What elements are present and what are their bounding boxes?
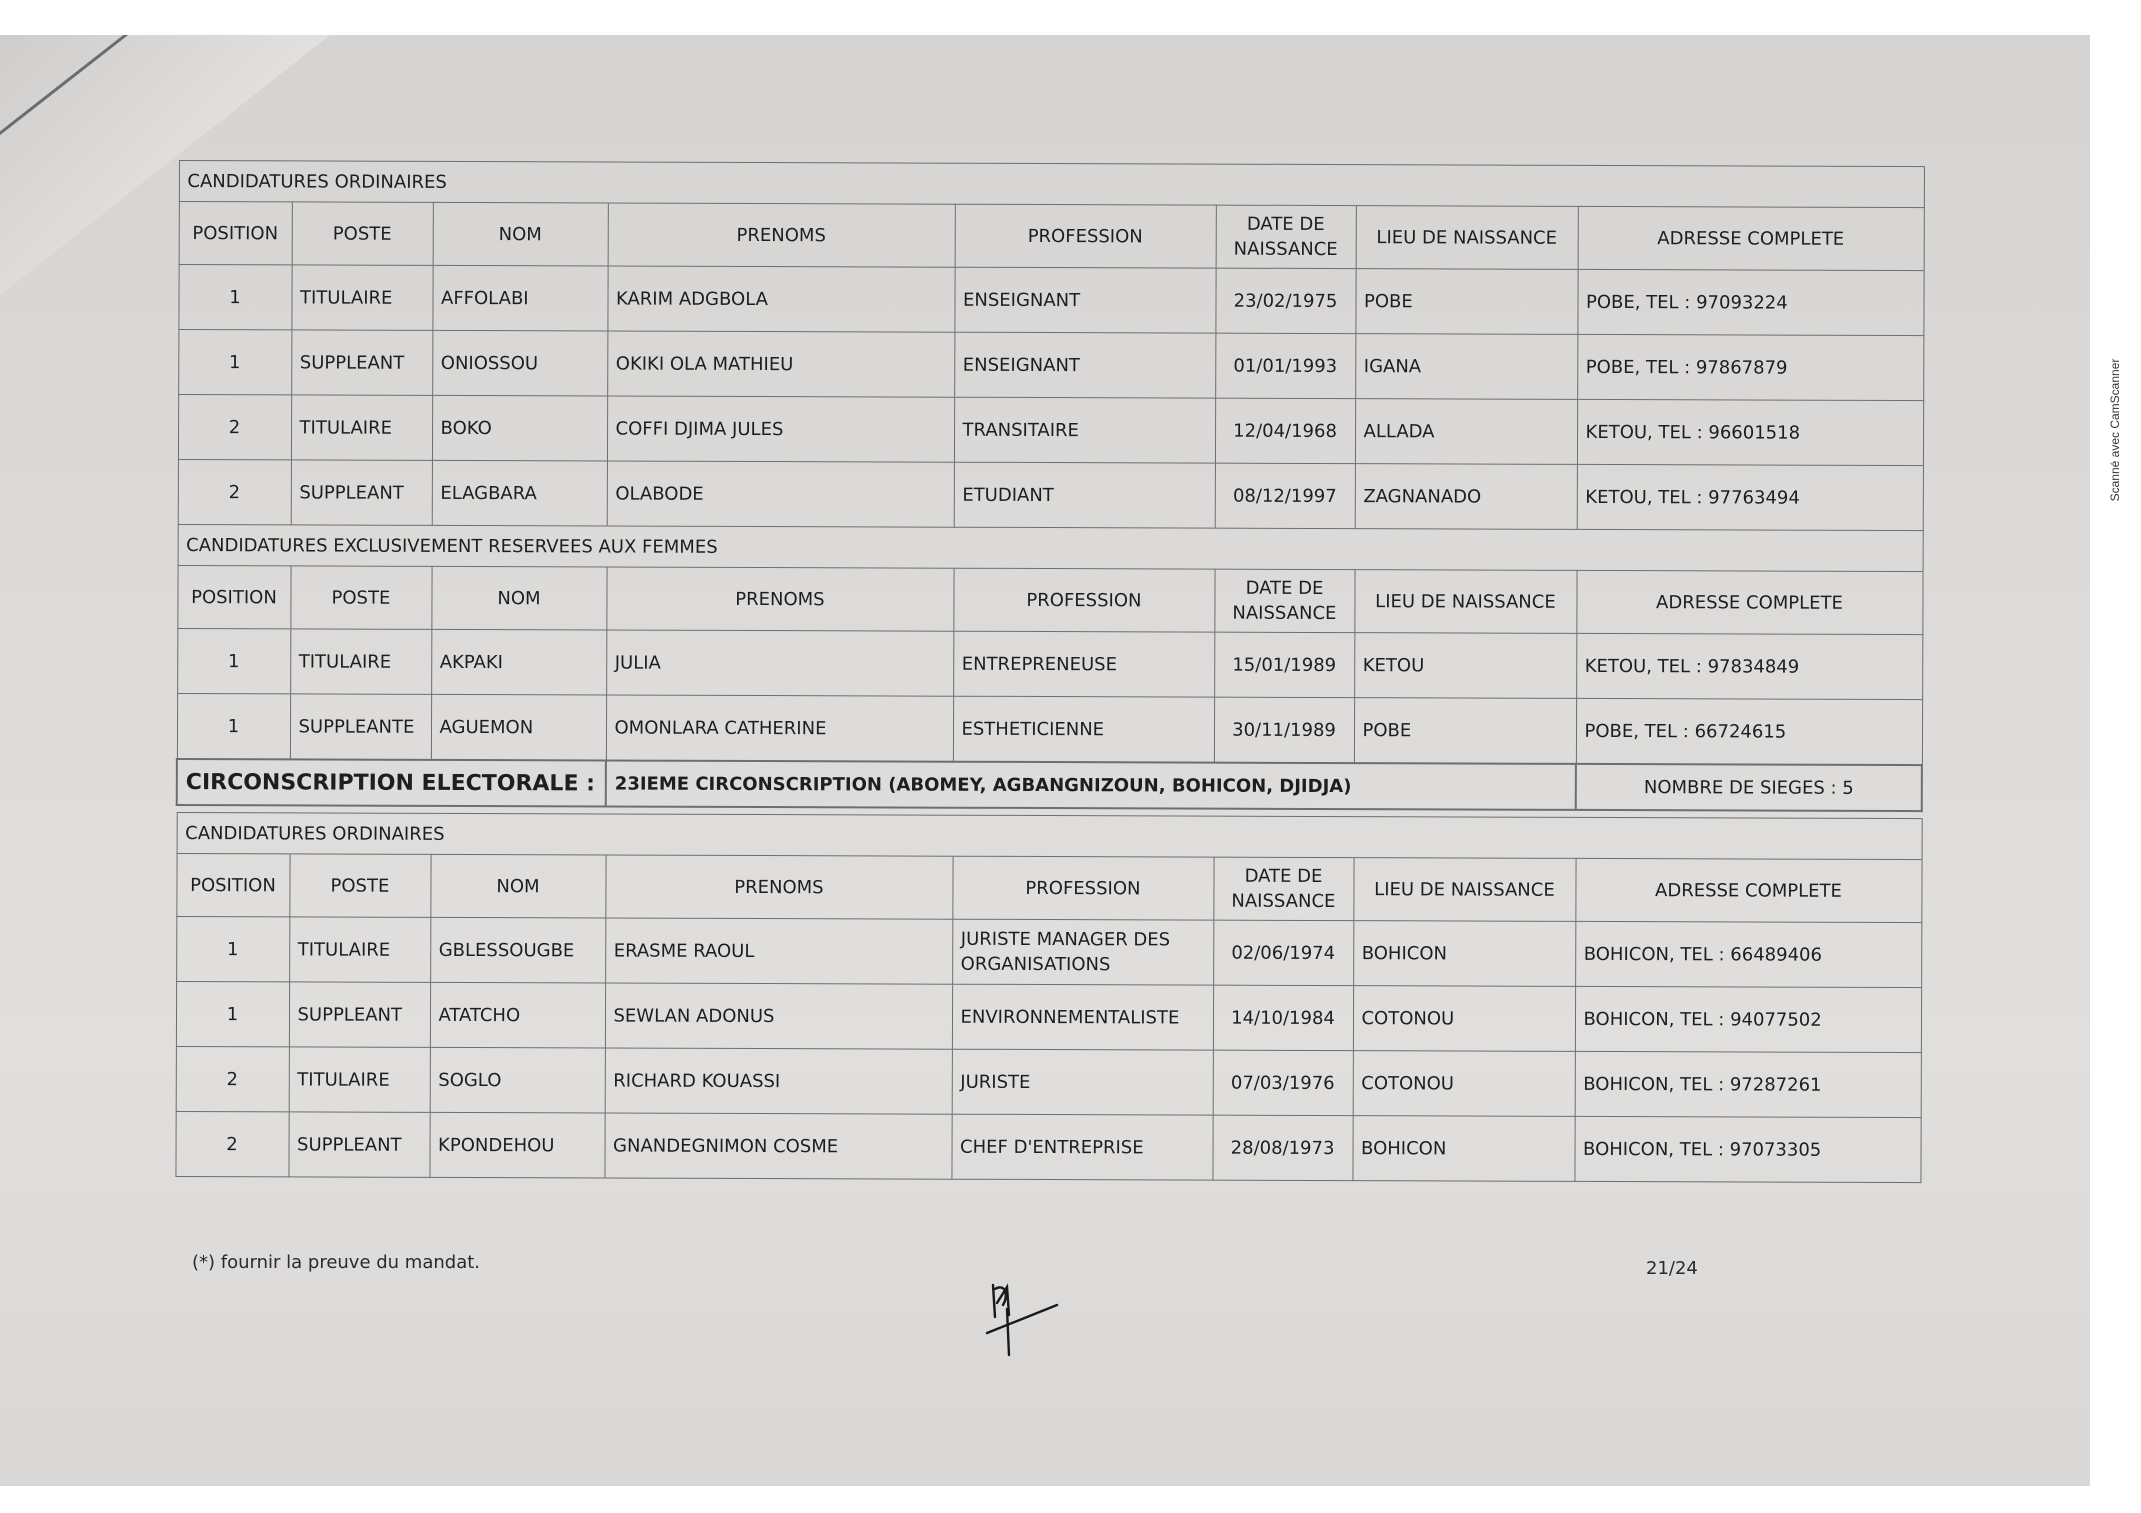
candidate-row	[178, 395, 1923, 466]
cell-position: 2	[178, 460, 291, 525]
cell-profession: CHEF D'ENTREPRISE	[951, 1114, 1212, 1180]
cell-date-naissance: 12/04/1968	[1215, 398, 1355, 463]
section-title: CANDIDATURES ORDINAIRES	[177, 812, 1922, 859]
cell-nom: AKPAKI	[431, 629, 606, 695]
seats-count: NOMBRE DE SIEGES : 5	[1576, 764, 1922, 811]
candidates-document	[174, 160, 1923, 1183]
header-date-naissance: DATE DE NAISSANCE	[1216, 205, 1356, 268]
cell-adresse: KETOU, TEL : 97834849	[1576, 633, 1922, 699]
cell-poste: SUPPLEANT	[288, 1112, 429, 1177]
cell-lieu-naissance: BOHICON	[1353, 921, 1575, 987]
cell-profession: ESTHETICIENNE	[953, 696, 1214, 762]
cell-adresse: KETOU, TEL : 96601518	[1577, 399, 1923, 465]
cell-position: 2	[175, 1111, 288, 1176]
cell-lieu-naissance: IGANA	[1355, 334, 1577, 400]
cell-lieu-naissance: ZAGNANADO	[1355, 464, 1577, 530]
cell-nom: KPONDEHOU	[429, 1112, 604, 1178]
header-poste: POSTE	[289, 854, 430, 917]
section-title: CANDIDATURES EXCLUSIVEMENT RESERVEES AUX FEMMES	[178, 525, 1923, 572]
header-adresse: ADRESSE COMPLETE	[1578, 206, 1924, 270]
cell-adresse: BOHICON, TEL : 66489406	[1575, 921, 1921, 987]
cell-adresse: BOHICON, TEL : 97073305	[1574, 1116, 1920, 1182]
cell-position: 2	[176, 1046, 289, 1111]
header-adresse: ADRESSE COMPLETE	[1576, 570, 1922, 634]
handwritten-initials-signature	[985, 1275, 1060, 1360]
cell-position: 1	[176, 916, 289, 981]
circonscription-value: 23IEME CIRCONSCRIPTION (ABOMEY, AGBANGNIZOUN, BOHICON, DJIDJA)	[606, 760, 1576, 809]
column-header-row	[179, 202, 1924, 271]
column-header-row	[176, 853, 1921, 922]
cell-date-naissance: 02/06/1974	[1213, 920, 1353, 985]
cell-poste: SUPPLEANT	[291, 460, 432, 525]
cell-nom: ONIOSSOU	[432, 330, 607, 396]
cell-position: 1	[177, 694, 290, 760]
cell-lieu-naissance: COTONOU	[1353, 986, 1575, 1052]
candidate-row	[176, 1046, 1921, 1117]
cell-adresse: KETOU, TEL : 97763494	[1577, 464, 1923, 530]
cell-profession: ENVIRONNEMENTALISTE	[952, 984, 1213, 1050]
header-prenoms: PRENOMS	[606, 567, 953, 631]
header-lieu-naissance: LIEU DE NAISSANCE	[1354, 570, 1576, 634]
cell-adresse: BOHICON, TEL : 97287261	[1575, 1051, 1921, 1117]
header-date-naissance: DATE DE NAISSANCE	[1213, 857, 1353, 920]
cell-poste: SUPPLEANTE	[290, 694, 431, 760]
cell-date-naissance: 14/10/1984	[1213, 985, 1353, 1050]
candidate-row	[178, 265, 1923, 336]
cell-nom: ELAGBARA	[432, 460, 607, 526]
cell-nom: GBLESSOUGBE	[430, 917, 605, 983]
header-adresse: ADRESSE COMPLETE	[1575, 858, 1921, 922]
cell-lieu-naissance: POBE	[1354, 698, 1576, 764]
cell-prenoms: JULIA	[606, 630, 953, 696]
cell-prenoms: COFFI DJIMA JULES	[607, 396, 954, 462]
cell-poste: SUPPLEANT	[289, 982, 430, 1047]
cell-prenoms: GNANDEGNIMON COSME	[604, 1113, 951, 1179]
circonscription-row	[177, 759, 1922, 811]
camscanner-watermark: Scanné avec CamScanner	[2108, 358, 2122, 502]
section-ordinary-2	[177, 812, 1922, 859]
candidate-row	[177, 629, 1922, 700]
cell-prenoms: OLABODE	[607, 461, 954, 527]
cell-date-naissance: 28/08/1973	[1212, 1115, 1352, 1180]
cell-position: 1	[178, 265, 291, 330]
cell-nom: AGUEMON	[431, 694, 606, 760]
cell-profession: TRANSITAIRE	[954, 397, 1215, 463]
candidate-row	[175, 1111, 1920, 1182]
candidate-row	[177, 694, 1922, 766]
cell-date-naissance: 23/02/1975	[1215, 268, 1355, 333]
cell-prenoms: SEWLAN ADONUS	[605, 983, 952, 1049]
cell-poste: TITULAIRE	[289, 1047, 430, 1112]
circonscription-label: CIRCONSCRIPTION ELECTORALE :	[177, 759, 606, 806]
cell-poste: SUPPLEANT	[291, 330, 432, 395]
cell-adresse: POBE, TEL : 97093224	[1577, 269, 1923, 335]
header-poste: POSTE	[290, 566, 431, 629]
cell-nom: BOKO	[432, 395, 607, 461]
header-poste: POSTE	[292, 202, 433, 265]
cell-prenoms: ERASME RAOUL	[605, 918, 952, 984]
cell-profession: ENSEIGNANT	[954, 332, 1215, 398]
cell-profession: JURISTE MANAGER DES ORGANISATIONS	[952, 919, 1213, 985]
cell-nom: SOGLO	[430, 1047, 605, 1113]
cell-prenoms: OMONLARA CATHERINE	[606, 695, 953, 762]
section-women-1	[178, 525, 1923, 572]
header-prenoms: PRENOMS	[608, 203, 955, 267]
cell-profession: ENTREPRENEUSE	[953, 631, 1214, 697]
cell-lieu-naissance: COTONOU	[1353, 1051, 1575, 1117]
header-profession: PROFESSION	[952, 856, 1213, 920]
cell-lieu-naissance: ALLADA	[1355, 399, 1577, 465]
cell-date-naissance: 30/11/1989	[1214, 697, 1354, 763]
cell-adresse: POBE, TEL : 97867879	[1577, 334, 1923, 400]
header-lieu-naissance: LIEU DE NAISSANCE	[1353, 858, 1575, 922]
cell-nom: ATATCHO	[430, 982, 605, 1048]
cell-poste: TITULAIRE	[290, 629, 431, 694]
cell-poste: TITULAIRE	[289, 917, 430, 982]
header-prenoms: PRENOMS	[605, 855, 952, 919]
cell-prenoms: OKIKI OLA MATHIEU	[607, 331, 954, 397]
cell-position: 2	[178, 395, 291, 460]
header-profession: PROFESSION	[955, 204, 1216, 268]
header-position: POSITION	[176, 853, 289, 916]
cell-adresse: BOHICON, TEL : 94077502	[1575, 986, 1921, 1052]
cell-lieu-naissance: KETOU	[1354, 633, 1576, 699]
candidate-row	[178, 460, 1923, 531]
header-nom: NOM	[430, 854, 605, 918]
section-title: CANDIDATURES ORDINAIRES	[179, 161, 1924, 208]
header-position: POSITION	[179, 202, 292, 265]
cell-date-naissance: 08/12/1997	[1215, 463, 1355, 528]
section-ordinary-1	[179, 161, 1924, 208]
cell-prenoms: KARIM ADGBOLA	[607, 266, 954, 332]
candidate-row	[176, 916, 1921, 987]
header-profession: PROFESSION	[953, 568, 1214, 632]
cell-lieu-naissance: POBE	[1355, 269, 1577, 335]
cell-profession: ETUDIANT	[954, 462, 1215, 528]
candidate-row	[178, 330, 1923, 401]
candidates-table	[174, 160, 1925, 1183]
cell-adresse: POBE, TEL : 66724615	[1576, 698, 1922, 765]
footnote: (*) fournir la preuve du mandat.	[192, 1252, 481, 1273]
cell-poste: TITULAIRE	[291, 265, 432, 330]
cell-date-naissance: 07/03/1976	[1213, 1050, 1353, 1115]
cell-profession: JURISTE	[952, 1049, 1213, 1115]
candidate-row	[176, 981, 1921, 1052]
cell-position: 1	[176, 981, 289, 1046]
header-position: POSITION	[177, 566, 290, 629]
page-number: 21/24	[1646, 1258, 1698, 1279]
header-nom: NOM	[431, 566, 606, 630]
cell-lieu-naissance: BOHICON	[1352, 1116, 1574, 1182]
column-header-row	[177, 566, 1922, 635]
cell-nom: AFFOLABI	[432, 265, 607, 331]
header-nom: NOM	[433, 202, 608, 266]
cell-profession: ENSEIGNANT	[954, 267, 1215, 333]
header-lieu-naissance: LIEU DE NAISSANCE	[1356, 206, 1578, 270]
header-date-naissance: DATE DE NAISSANCE	[1214, 569, 1354, 632]
cell-prenoms: RICHARD KOUASSI	[605, 1048, 952, 1114]
cell-position: 1	[178, 330, 291, 395]
cell-date-naissance: 01/01/1993	[1215, 333, 1355, 398]
cell-date-naissance: 15/01/1989	[1214, 632, 1354, 697]
cell-poste: TITULAIRE	[291, 395, 432, 460]
cell-position: 1	[177, 629, 290, 694]
